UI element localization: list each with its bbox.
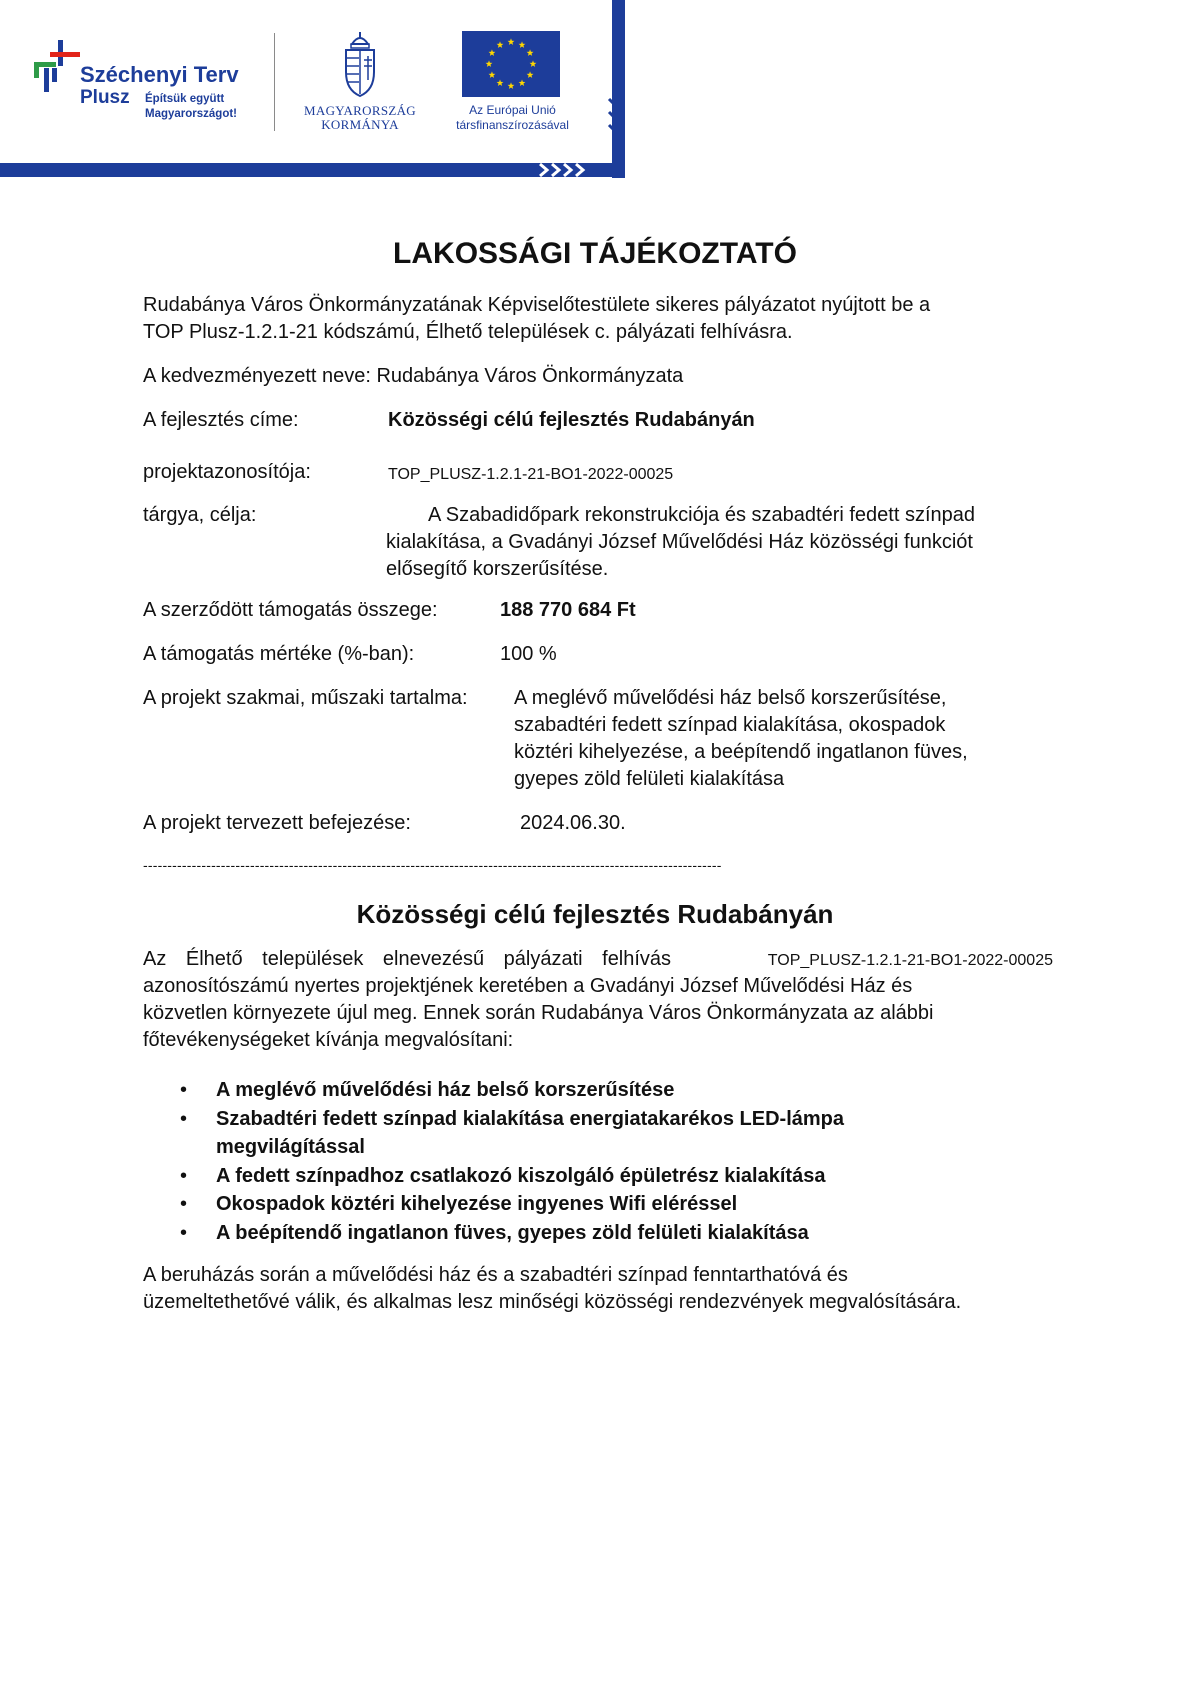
bullet-icon: • xyxy=(180,1221,188,1244)
bullet-icon: • xyxy=(180,1164,188,1187)
banner-right-bar xyxy=(612,0,625,178)
content-value-line-3: köztéri kihelyezése, a beépítendő ingatlanon füves, xyxy=(514,741,968,763)
closing-line-1: A beruházás során a művelődési ház és a szabadtéri színpad fenntarthatóvá és xyxy=(143,1264,848,1286)
goal-value-line-3: elősegítő korszerűsítése. xyxy=(386,558,609,580)
content-value-line-1: A meglévő művelődési ház belső korszerűsítése, xyxy=(514,687,947,709)
section-paragraph-line-1-text: Az Élhető települések elnevezésű pályázati felhívás xyxy=(143,948,672,970)
chevron-right-icon xyxy=(537,161,587,179)
content-value-line-2: szabadtéri fedett színpad kialakítása, okospadok xyxy=(514,714,946,736)
development-title-value: Közösségi célú fejlesztés Rudabányán xyxy=(388,409,755,431)
document-title: LAKOSSÁGI TÁJÉKOZTATÓ xyxy=(393,237,797,270)
development-title-label: A fejlesztés címe: xyxy=(143,409,299,431)
chevron-down-icon xyxy=(606,96,626,140)
section-paragraph-project-code: TOP_PLUSZ-1.2.1-21-BO1-2022-00025 xyxy=(767,952,1053,969)
banner-bottom-bar xyxy=(0,163,625,177)
bullet-icon: • xyxy=(180,1193,188,1215)
bullet-icon: • xyxy=(180,1079,188,1101)
section-paragraph-line-1 xyxy=(143,946,1053,974)
section-paragraph-line-4: főtevékenységeket kívánja megvalósítani: xyxy=(143,1029,514,1051)
goal-value-line-1: A Szabadidőpark rekonstrukciója és szabadtéri fedett színpad xyxy=(428,504,975,526)
amount-value: 188 770 684 Ft xyxy=(500,599,636,621)
closing-line-2: üzemeltethetővé válik, és alkalmas lesz minőségi közösségi rendezvények megvalósítására. xyxy=(143,1291,962,1313)
list-item: • Okospadok köztéri kihelyezése ingyenes Wifi eléréssel xyxy=(143,1190,1043,1219)
list-item: • Szabadtéri fedett színpad kialakítása energiatakarékos LED-lámpa megvilágítással xyxy=(143,1105,1043,1162)
section-paragraph-line-3: közvetlen környezete újul meg. Ennek során Rudabánya Város Önkormányzata az alábbi xyxy=(143,1002,934,1024)
list-item: • A fedett színpadhoz csatlakozó kiszolgáló épületrész kialakítása xyxy=(143,1162,1043,1191)
eu-flag-icon xyxy=(462,31,560,97)
project-id-value: TOP_PLUSZ-1.2.1-21-BO1-2022-00025 xyxy=(388,466,674,483)
goal-value-line-2: kialakítása, a Gvadányi József Művelődési Ház közösségi funkciót xyxy=(386,531,973,553)
intro-line-1: Rudabánya Város Önkormányzatának Képviselőtestülete sikeres pályázatot nyújtott be a xyxy=(143,294,931,316)
bullet-icon: • xyxy=(180,1107,188,1130)
amount-label: A szerződött támogatás összege: xyxy=(143,599,438,621)
separator-line: ----------------------------------------------------------------------------------------------------------------------- xyxy=(143,857,722,873)
activity-bullet-list xyxy=(143,1076,1043,1247)
project-id-label: projektazonosítója: xyxy=(143,461,311,483)
section-title: Közösségi célú fejlesztés Rudabányán xyxy=(356,899,834,929)
header-banner xyxy=(0,0,625,178)
szechenyi-logo-title: Széchenyi Terv xyxy=(80,62,239,87)
header-divider xyxy=(274,33,275,131)
content-label: A projekt szakmai, műszaki tartalma: xyxy=(143,687,468,709)
end-date-label: A projekt tervezett befejezése: xyxy=(143,812,411,834)
eu-label-line1: Az Európai Unió xyxy=(469,103,556,117)
content-value-line-4: gyepes zöld felületi kialakítása xyxy=(514,768,785,790)
eu-label-line2: társfinanszírozásával xyxy=(456,118,569,132)
szechenyi-slogan-line2: Magyarországot! xyxy=(145,108,238,120)
rate-value: 100 % xyxy=(500,643,557,665)
list-item: • A meglévő művelődési ház belső korszerűsítése xyxy=(143,1076,1043,1105)
list-item: • A beépítendő ingatlanon füves, gyepes zöld felületi kialakítása xyxy=(143,1219,1043,1248)
government-label-line1: MAGYARORSZÁG xyxy=(304,103,416,118)
intro-line-2: TOP Plusz-1.2.1-21 kódszámú, Élhető települések c. pályázati felhívásra. xyxy=(143,321,793,343)
coat-of-arms-icon xyxy=(342,30,378,98)
rate-label: A támogatás mértéke (%-ban): xyxy=(143,643,415,665)
end-date-value: 2024.06.30. xyxy=(520,812,626,834)
section-paragraph-line-2: azonosítószámú nyertes projektjének keretében a Gvadányi József Művelődési Ház és xyxy=(143,975,913,997)
goal-label: tárgya, célja: xyxy=(143,504,257,526)
szechenyi-slogan-line1: Építsük együtt xyxy=(145,93,225,105)
government-label-line2: KORMÁNYA xyxy=(321,117,399,132)
szechenyi-logo-plusz: Plusz xyxy=(80,87,130,108)
beneficiary-line: A kedvezményezett neve: Rudabánya Város Önkormányzata xyxy=(143,365,684,387)
